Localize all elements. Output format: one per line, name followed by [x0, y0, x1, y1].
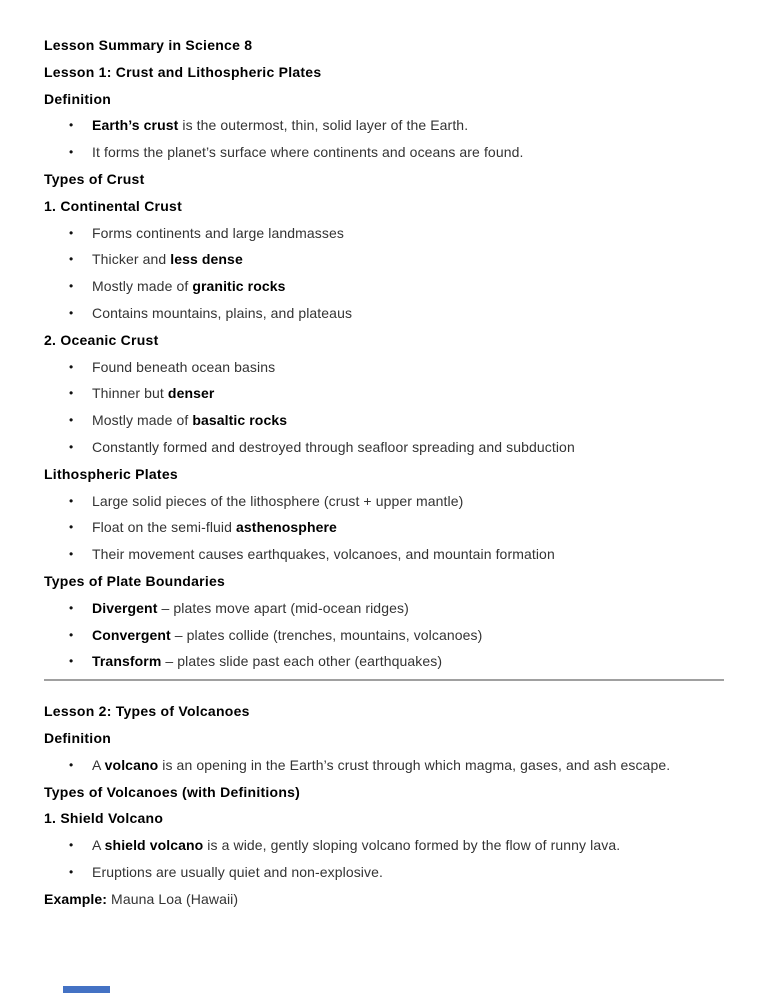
bullet-marker-icon: •	[69, 145, 74, 160]
section-heading	[44, 783, 724, 801]
text-run: Constantly formed and destroyed through seafloor spreading and subduction	[92, 438, 575, 455]
text-run: Lesson Summary in Science 8	[44, 37, 253, 53]
bullet-item	[44, 863, 724, 881]
bullet-item	[44, 756, 724, 774]
bullet-marker-icon: •	[69, 279, 74, 294]
text-run: 2. Oceanic Crust	[44, 331, 159, 348]
document-content	[44, 36, 724, 908]
text-run: – plates collide (trenches, mountains, volcanoes)	[170, 626, 483, 643]
bullet-item	[44, 304, 724, 322]
text-run: Types of Crust	[44, 170, 145, 187]
bullet-text	[92, 492, 724, 510]
bullet-marker-icon: •	[69, 627, 74, 642]
section-heading	[44, 572, 724, 590]
bullet-marker-icon: •	[69, 600, 74, 615]
bullet-item	[44, 224, 724, 242]
bullet-item	[44, 277, 724, 295]
text-run: Definition	[44, 90, 112, 107]
text-run: Lesson 1: Crust and Lithospheric Plates	[44, 63, 322, 80]
text-run: A	[92, 837, 105, 854]
section-heading	[44, 197, 724, 215]
bullet-marker-icon: •	[69, 118, 74, 133]
text-run: Earth’s crust	[92, 117, 179, 134]
bullet-item	[44, 358, 724, 376]
bullet-marker-icon: •	[69, 386, 74, 401]
text-run: Types of Plate Boundaries	[44, 572, 226, 589]
bullet-text	[92, 224, 724, 242]
bullet-marker-icon: •	[69, 520, 74, 535]
text-run: Mostly made of	[92, 412, 193, 429]
paragraph	[44, 890, 724, 908]
text-run: asthenosphere	[236, 519, 337, 536]
bullet-item	[44, 545, 724, 563]
text-run: Their movement causes earthquakes, volcanoes, and mountain formation	[92, 546, 555, 563]
bullet-text	[92, 652, 724, 670]
text-run: – plates slide past each other (earthquakes)	[161, 653, 443, 670]
bullet-text	[92, 411, 724, 429]
text-run: basaltic rocks	[192, 412, 288, 429]
text-run: Example:	[44, 890, 108, 907]
bullet-text	[92, 277, 724, 295]
text-run: Thicker and	[92, 251, 171, 268]
bullet-marker-icon: •	[69, 439, 74, 454]
text-run: Mostly made of	[92, 278, 193, 295]
bullet-item	[44, 384, 724, 402]
text-run: Divergent	[92, 599, 158, 616]
bullet-text	[92, 836, 724, 854]
section-heading	[44, 809, 724, 827]
text-run: less dense	[170, 251, 243, 268]
bullet-marker-icon: •	[69, 493, 74, 508]
bullet-marker-icon: •	[69, 413, 74, 428]
text-run: Types of Volcanoes (with Definitions)	[44, 783, 301, 800]
text-run: 1. Continental Crust	[44, 197, 183, 214]
bullet-marker-icon: •	[69, 305, 74, 320]
clipped-blue-bar	[63, 986, 110, 993]
bullet-text	[92, 143, 724, 161]
section-heading	[44, 36, 724, 54]
bullet-item	[44, 518, 724, 536]
bullet-text	[92, 626, 724, 644]
bullet-text	[92, 384, 724, 402]
text-run: Definition	[44, 729, 112, 746]
text-run: Float on the semi-fluid	[92, 519, 237, 536]
lesson-heading	[44, 63, 724, 81]
bullet-marker-icon: •	[69, 359, 74, 374]
bullet-item	[44, 143, 724, 161]
text-run: Transform	[92, 653, 162, 670]
bullet-item	[44, 599, 724, 617]
text-run: shield volcano	[104, 837, 204, 854]
bullet-text	[92, 599, 724, 617]
bullet-text	[92, 545, 724, 563]
text-run: Eruptions are usually quiet and non-explosive.	[92, 863, 383, 880]
section-divider	[44, 679, 724, 681]
text-run: is the outermost, thin, solid layer of the Earth.	[178, 117, 469, 134]
bullet-item	[44, 411, 724, 429]
text-run: 1. Shield Volcano	[44, 810, 164, 827]
bullet-marker-icon: •	[69, 838, 74, 853]
text-run: A	[92, 756, 105, 773]
section-heading	[44, 729, 724, 747]
text-run: Forms continents and large landmasses	[92, 224, 344, 241]
bullet-item	[44, 116, 724, 134]
bullet-marker-icon: •	[69, 252, 74, 267]
text-run: Large solid pieces of the lithosphere (crust + upper mantle)	[92, 492, 464, 509]
text-run: Convergent	[92, 626, 171, 643]
bullet-marker-icon: •	[69, 225, 74, 240]
text-run: Lesson 2: Types of Volcanoes	[44, 703, 250, 720]
bullet-text	[92, 250, 724, 268]
section-heading	[44, 331, 724, 349]
text-run: Thinner but	[92, 385, 168, 402]
lesson-heading	[44, 702, 724, 720]
bullet-text	[92, 518, 724, 536]
bullet-text	[92, 304, 724, 322]
text-run: is an opening in the Earth’s crust through which magma, gases, and ash escape.	[158, 756, 671, 773]
bullet-item	[44, 438, 724, 456]
bullet-marker-icon: •	[69, 864, 74, 879]
text-run: – plates move apart (mid-ocean ridges)	[157, 599, 409, 616]
text-run: is a wide, gently sloping volcano formed by the flow of runny lava.	[203, 837, 621, 854]
text-run: Lithospheric Plates	[44, 465, 178, 482]
text-run: It forms the planet’s surface where continents and oceans are found.	[92, 144, 524, 161]
text-run: volcano	[104, 756, 159, 773]
text-run: Contains mountains, plains, and plateaus	[92, 304, 353, 321]
bullet-marker-icon: •	[69, 547, 74, 562]
bullet-item	[44, 626, 724, 644]
bullet-text	[92, 116, 724, 134]
text-run: granitic rocks	[192, 278, 286, 295]
bullet-marker-icon: •	[69, 654, 74, 669]
bullet-text	[92, 358, 724, 376]
bullet-marker-icon: •	[69, 757, 74, 772]
bullet-item	[44, 836, 724, 854]
text-run: Mauna Loa (Hawaii)	[107, 890, 239, 907]
section-heading	[44, 465, 724, 483]
bullet-text	[92, 756, 724, 774]
bullet-item	[44, 250, 724, 268]
bullet-text	[92, 438, 724, 456]
text-run: Found beneath ocean basins	[92, 358, 276, 375]
bullet-text	[92, 863, 724, 881]
text-run: denser	[167, 385, 215, 402]
bullet-item	[44, 652, 724, 670]
section-heading	[44, 90, 724, 108]
section-heading	[44, 170, 724, 188]
bullet-item	[44, 492, 724, 510]
